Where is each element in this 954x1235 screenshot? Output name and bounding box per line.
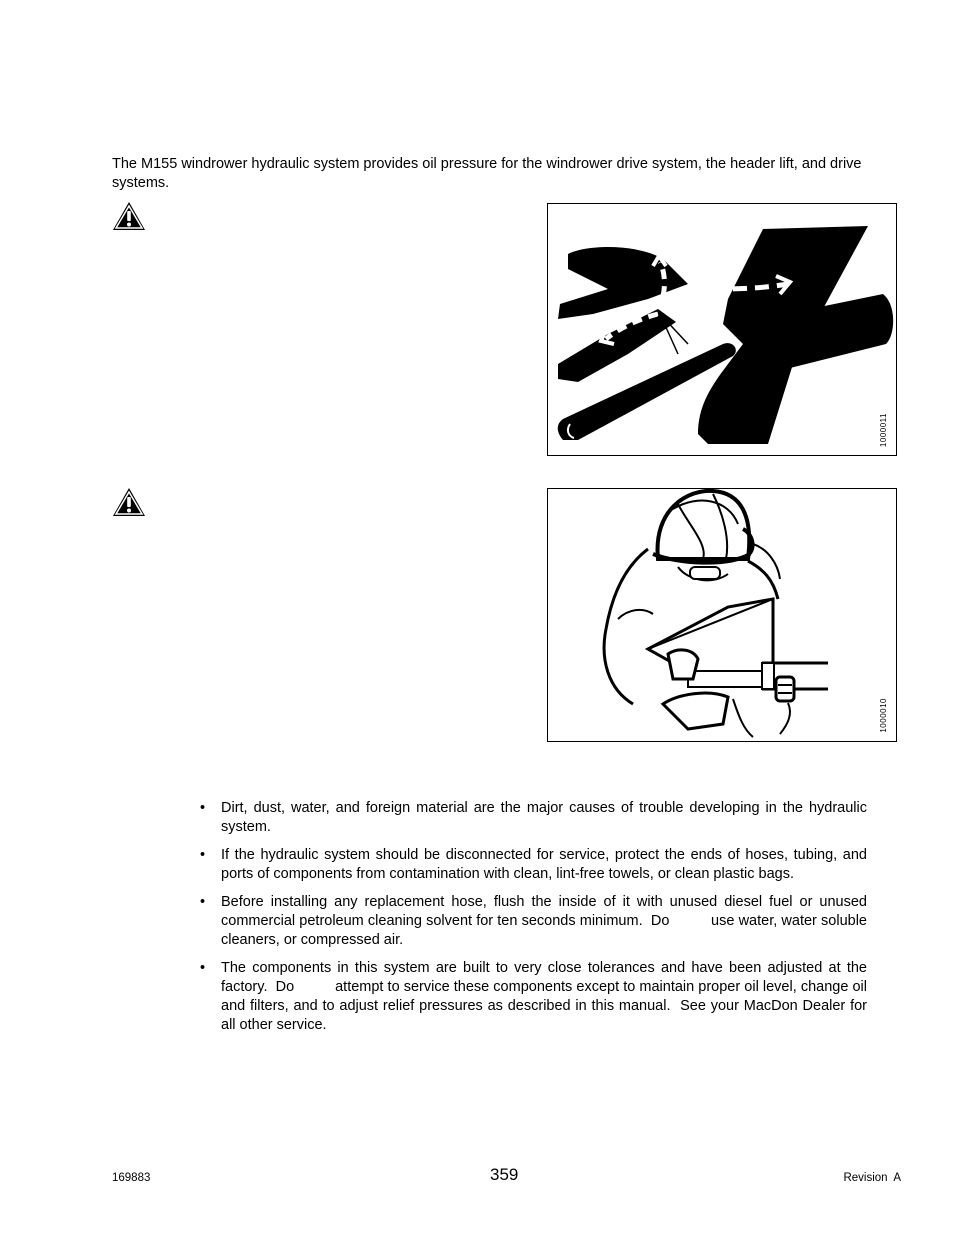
list-item: • Dirt, dust, water, and foreign material are the major causes of trouble developing in the hydraulic system. [200,799,867,837]
worker-safety-illustration [548,489,896,741]
maintenance-bullet-list [200,799,872,1044]
warning-triangle-icon [112,487,146,517]
hydraulic-leak-illustration [548,204,896,455]
figure-hydraulic-leak [547,203,897,456]
document-number: 169883 [112,1172,151,1184]
figure-worker-safety [547,488,897,742]
figure-id: 1000010 [879,698,888,733]
list-item: • The components in this system are built to very close tolerances and have been adjusted at the factory. Do attempt to service these components except to maintain proper oil level, change oil and filters, and to adjust relief pressures as described in this manual. See your MacDon Dealer for all other service. [200,959,867,1035]
list-item: • If the hydraulic system should be disconnected for service, protect the ends of hoses, tubing, and ports of components from contamination with clean, lint-free towels, or clean plastic bags. [200,846,867,884]
figure-id: 1000011 [879,412,888,447]
revision-label: Revision A [843,1172,901,1184]
list-item: • Before installing any replacement hose, flush the inside of it with unused diesel fuel or unused commercial petroleum cleaning solvent for ten seconds minimum. Do use water, water soluble cleaners, or compressed air. [200,893,867,950]
intro-paragraph: The M155 windrower hydraulic system provides oil pressure for the windrower drive system, the header lift, and drive systems. [112,156,862,191]
page-number: 359 [490,1165,519,1184]
warning-triangle-icon [112,201,146,231]
